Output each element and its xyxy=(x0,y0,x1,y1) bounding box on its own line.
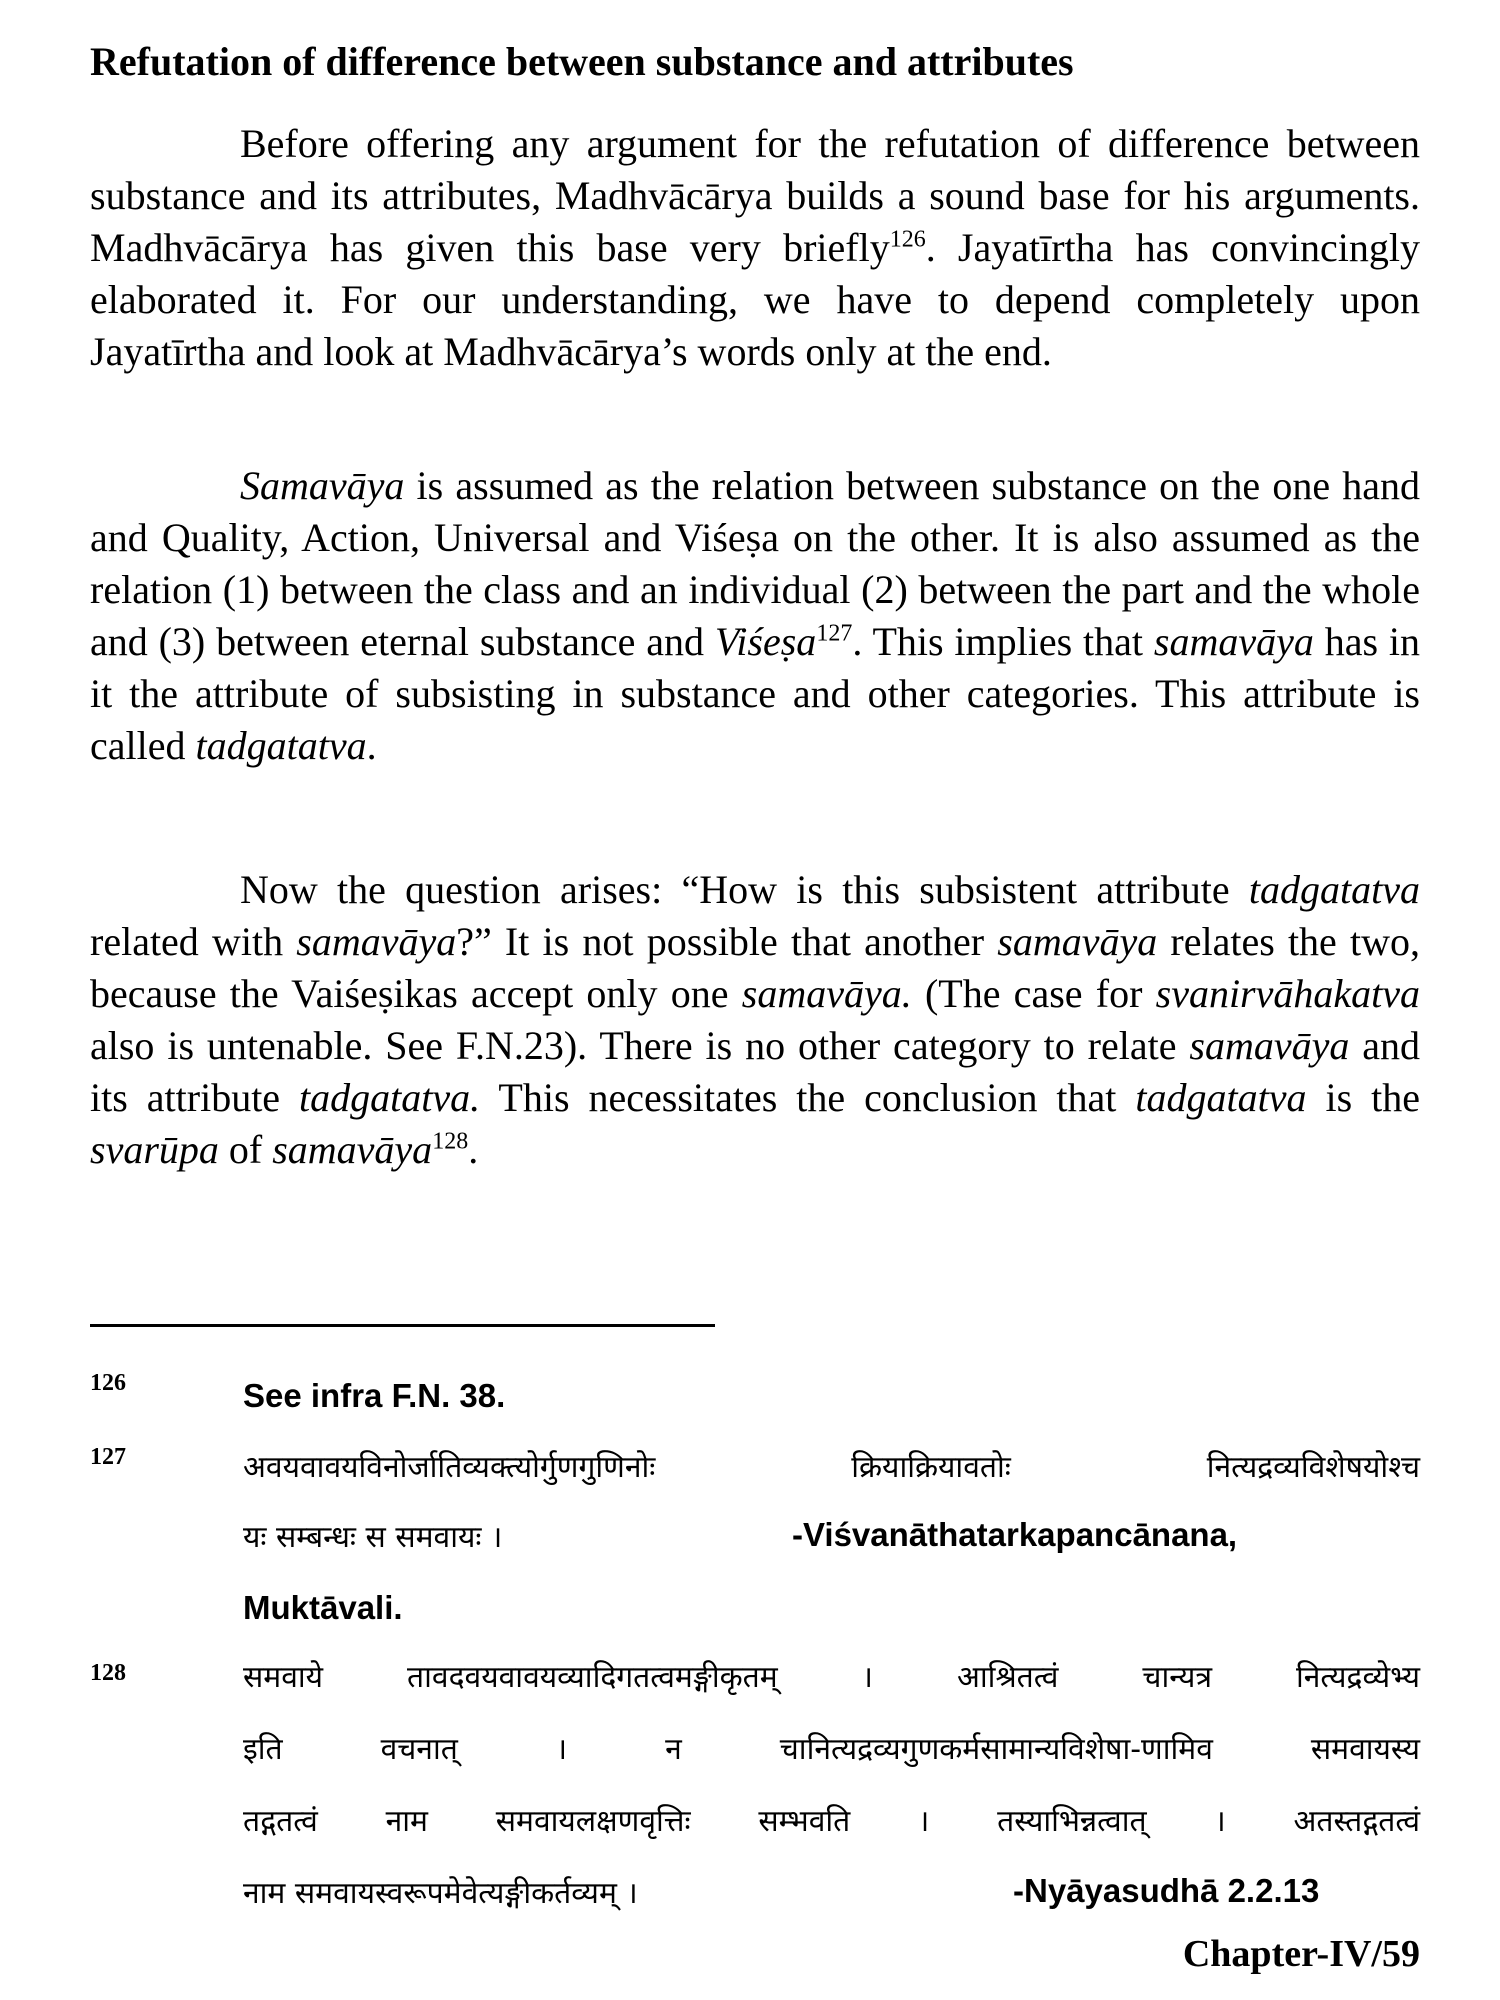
page-number: Chapter-IV/59 xyxy=(1182,1933,1420,1975)
term-svanirvahakatva: svanirvāhakatva xyxy=(1155,971,1420,1016)
footnote-credit: -Nyāyasudhā 2.2.13 xyxy=(1013,1872,1320,1909)
footnote-sanskrit-line xyxy=(243,1728,1420,1772)
term-tadgatatva: tadgatatva xyxy=(1248,867,1420,912)
term-samavaya: samavāya xyxy=(296,919,457,964)
para3-text-7: and its attribute xyxy=(90,1023,1420,1120)
para3-text-11: . xyxy=(468,1127,479,1172)
term-samavaya: samavāya xyxy=(997,919,1158,964)
term-tadgatatva: tadgatatva xyxy=(195,723,367,768)
footnote-sanskrit-line xyxy=(243,1800,1420,1844)
section-heading: Refutation of difference between substance and attributes xyxy=(90,39,1074,84)
sanskrit-line-1: समवाये तावदवयवावयव्यादिगतत्वमङ्गीकृतम् । आश्रितत्वं चान्यत्र नित्यद्रव्येभ्य xyxy=(243,1660,1420,1695)
term-samavaya: samavāya xyxy=(272,1127,433,1172)
para2-text-1: is assumed as the relation between substance on the one hand and Quality, Action, Universal and Viśeṣa on the other. It is also assumed as the relation (1) between the class and an individual (2) between the part and the whole and (3) between eternal substance and xyxy=(90,463,1420,664)
term-visesa: Viśeṣa xyxy=(714,619,817,664)
sanskrit-line-2: इति वचनात् । न चानित्यद्रव्यगुणकर्मसामान्यविशेषा-णामिव समवायस्य xyxy=(243,1732,1420,1767)
para2-text-3: has in it the attribute of subsisting in substance and other categories. This attribute is called xyxy=(90,619,1420,768)
footnote-sanskrit-line: यः सम्बन्धः स समवायः । xyxy=(243,1520,503,1555)
term-svarupa: svarūpa xyxy=(90,1127,219,1172)
term-samavaya: samavāya. xyxy=(741,971,912,1016)
footnote-sanskrit-line xyxy=(243,1446,1420,1490)
footnote-ref-127[interactable]: 127 xyxy=(816,620,853,647)
footnote-sanskrit-line xyxy=(243,1656,1420,1700)
para3-text-8: This necessitates the conclusion that xyxy=(480,1075,1136,1120)
footnote-source: Muktāvali. xyxy=(243,1589,403,1626)
paragraph-2 xyxy=(90,460,1420,772)
para3-text-6: also is untenable. See F.N.23). There is no other category to relate xyxy=(90,1023,1190,1068)
term-samavaya: Samavāya xyxy=(240,463,405,508)
footnote-credit: -Viśvanāthatarkapancānana, xyxy=(792,1516,1238,1553)
footnote-text: See infra F.N. 38. xyxy=(243,1377,506,1414)
paragraph-3 xyxy=(90,864,1420,1176)
para3-text-2: related with xyxy=(90,919,297,964)
para2-text-4: . xyxy=(366,723,377,768)
para2-text-2: . This implies that xyxy=(852,619,1154,664)
para3-text-1: Now the question arises: “How is this subsistent attribute xyxy=(240,867,1249,912)
term-tadgatatva: tadgatatva xyxy=(1135,1075,1307,1120)
footnote-divider xyxy=(90,1324,715,1327)
para3-text-3: ?” It is not possible that another xyxy=(456,919,998,964)
para3-text-9: is the xyxy=(1306,1075,1420,1120)
para3-text-5: (The case for xyxy=(911,971,1156,1016)
para1-text-1: Before offering any argument for the refutation of difference between substance and its attributes, Madhvācārya builds a sound base for his arguments. Madhvācārya has given this base very briefly xyxy=(90,121,1420,270)
footnote-number: 127 xyxy=(90,1444,126,1470)
term-samavaya: samavāya xyxy=(1189,1023,1350,1068)
term-samavaya: samavāya xyxy=(1153,619,1314,664)
para3-text-4: relates the two, because the Vaiśeṣikas accept only one xyxy=(90,919,1420,1016)
footnote-number: 128 xyxy=(90,1660,126,1686)
footnote-sanskrit-line: नाम समवायस्वरूपमेवेत्यङ्गीकर्तव्यम् । xyxy=(243,1876,638,1911)
footnote-ref-128[interactable]: 128 xyxy=(432,1128,469,1155)
para3-text-10: of xyxy=(218,1127,273,1172)
footnote-ref-126[interactable]: 126 xyxy=(889,226,926,253)
term-tadgatatva: tadgatatva. xyxy=(299,1075,481,1120)
footnote-number: 126 xyxy=(90,1370,126,1396)
para1-text-2: . Jayatīrtha has convincingly elaborated it. For our understanding, we have to depend completely upon Jayatīrtha and look at Madhvācārya’s words only at the end. xyxy=(90,225,1421,374)
sanskrit-line-3: तद्गतत्वं नाम समवायलक्षणवृत्तिः सम्भवति । तस्याभिन्नत्वात् । अतस्तद्गतत्वं xyxy=(243,1804,1420,1839)
sanskrit-line-1: अवयवावयविनोर्जातिव्यक्त्योर्गुणगुणिनोः क्रियाक्रियावतोः नित्यद्रव्यविशेषयोश्च xyxy=(243,1450,1420,1485)
paragraph-1 xyxy=(90,118,1420,378)
